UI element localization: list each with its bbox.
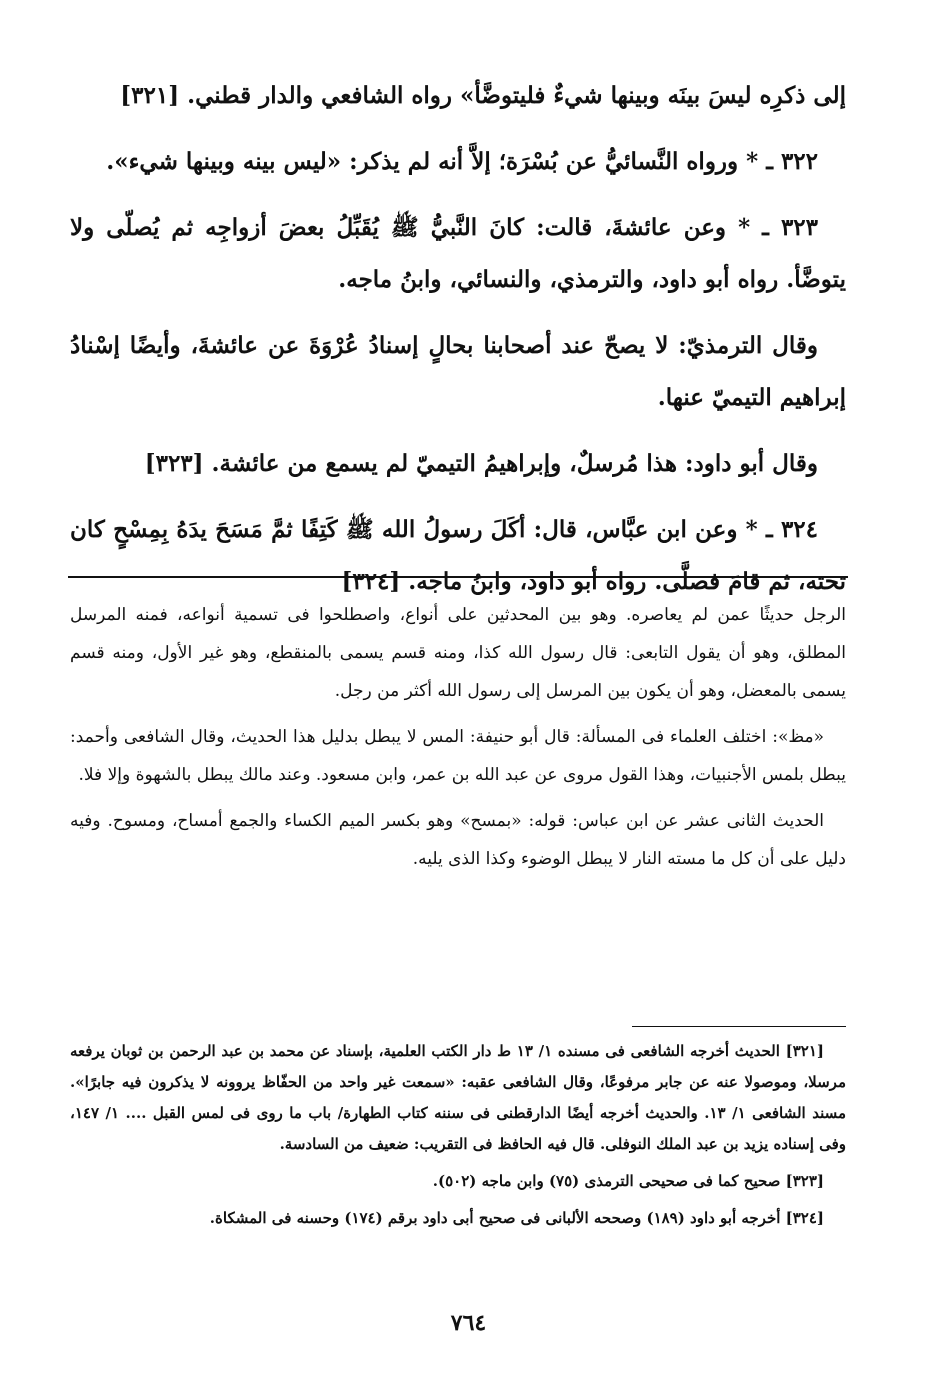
footnote-324: [٣٢٤] أخرجه أبو داود (١٨٩) وصححه الألبانى فى صحيح أبى داود برقم (١٧٤) وحسنه فى المشكاة. xyxy=(209,1209,824,1227)
hadith-322: ٣٢٢ ـ * ورواه النَّسائيُّ عن بُسْرَة؛ إلاَّ أنه لم يذكر: «ليس بينه وبينها شيء». xyxy=(106,148,818,175)
hadith-text xyxy=(70,70,846,622)
hadith-324: ٣٢٤ ـ * وعن ابن عبَّاس، قال: أكَلَ رسولُ الله ﷺ كَتِفًا ثمَّ مَسَحَ يدَهُ بِمِسْحٍ كان تحته، ثم قامَ فصلَّى. رواه أبو داود، وابنُ ماجه. [٣٢٤] xyxy=(70,516,846,595)
footnote-divider xyxy=(632,1026,846,1027)
commentary-paragraph: الرجل حديثًا عمن لم يعاصره. وهو بين المحدثين على أنواع، واصطلحوا فى تسمية أنواعه، فمنه المرسل المطلق، وهو أن يقول التابعى: قال رسول الله كذا، ومنه قسم يسمى بالمنقطع، وهو غير الأول، ومنه قسم يسمى بالمعضل، وهو أن يكون بين المرسل إلى رسول الله أكثر من رجل. xyxy=(70,605,846,701)
text-continuation-321: إلى ذكرِه ليسَ بينَه وبينها شيءٌ فليتوضَّأ» رواه الشافعي والدار قطني. [٣٢١] xyxy=(120,82,846,109)
commentary-divider xyxy=(68,576,848,578)
footnote-321: [٣٢١] الحديث أخرجه الشافعى فى مسنده ١/ ١٣ ط دار الكتب العلمية، بإسناد عن محمد بن عبد الرحمن بن ثوبان يرفعه مرسلا، وموصولا عنه عن جابر مرفوعًا، وقال الشافعى عقبه: «سمعت غير واحد من الحفّاظ يروونه لا يذكرون فيه جابرًا». مسند الشافعى ١/ ١٣. والحديث أخرجه أيضًا الدارقطنى فى سننه كتاب الطهارة/ باب ما روى فى لمس القبل .... ١/ ١٤٧، وفى إسناده يزيد بن عبد الملك النوفلى. قال فيه الحافظ فى التقريب: ضعيف من السادسة. xyxy=(70,1042,847,1153)
commentary-paragraph: الحديث الثانى عشر عن ابن عباس: قوله: «بمسح» وهو بكسر الميم الكساء والجمع أمساح، ومسوح. وفيه دليل على أن كل ما مسته النار لا يبطل الوضوء وكذا الذى يليه. xyxy=(70,811,846,869)
abu-dawud-comment: وقال أبو داود: هذا مُرسلٌ، وإبراهيمُ التيميّ لم يسمع من عائشة. [٣٢٣] xyxy=(144,450,818,477)
tirmidhi-comment: وقال الترمذيّ: لا يصحّ عند أصحابنا بحالٍ إسنادُ عُرْوَةَ عن عائشةَ، وأيضًا إسْنادُ إبراهيم التيميّ عنها. xyxy=(70,332,846,411)
page-number: ٧٦٤ xyxy=(450,1310,487,1336)
footnote-323: [٣٢٣] صحيح كما فى صحيحى الترمذى (٧٥) وابن ماجه (٥٠٢). xyxy=(432,1172,824,1190)
hadith-323: ٣٢٣ ـ * وعن عائشةَ، قالت: كانَ النَّبيُّ ﷺ يُقَبِّلُ بعضَ أزواجِه ثم يُصلّى ولا يتوضَّأ. رواه أبو داود، والترمذي، والنسائي، وابنُ ماجه. xyxy=(70,214,846,293)
commentary-paragraph: «مظ»: اختلف العلماء فى المسألة: قال أبو حنيفة: المس لا يبطل بدليل هذا الحديث، وقال الشافعى وأحمد: يبطل بلمس الأجنبيات، وهذا القول مروى عن عبد الله بن عمر، وابن مسعود. وعند مالك يبطل بالشهوة وإلا فلا. xyxy=(70,727,846,785)
footnotes-section xyxy=(70,1036,846,1240)
commentary-section xyxy=(70,596,846,886)
